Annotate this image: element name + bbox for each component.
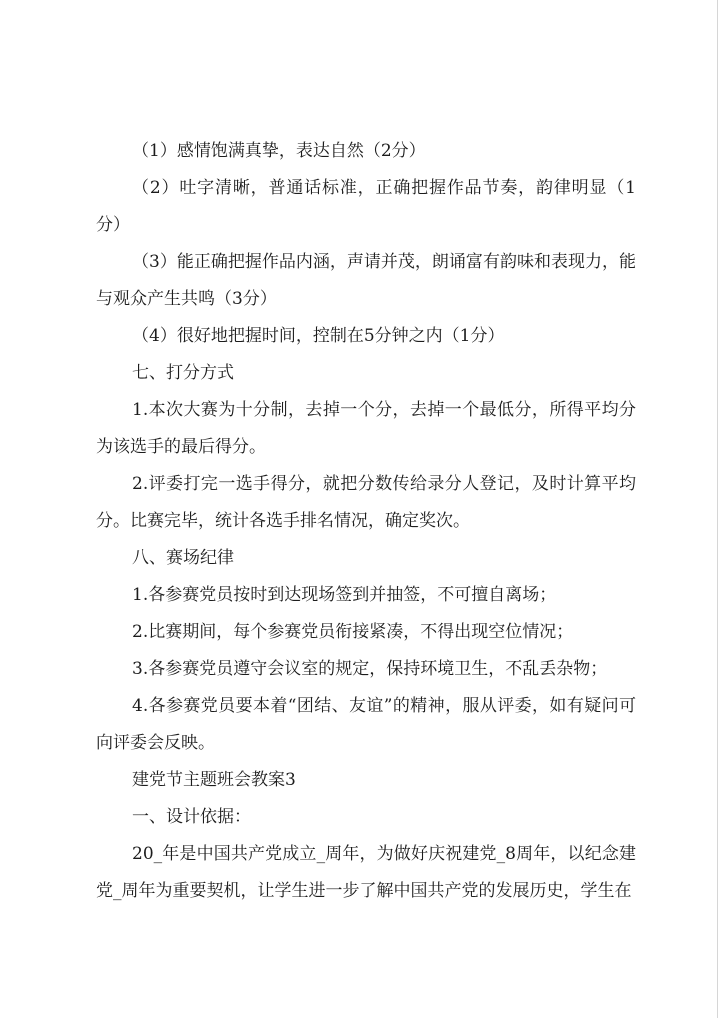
paragraph-design-basis: 20_年是中国共产党成立_周年，为做好庆祝建党_8周年，以纪念建党_周年为重要契机，让学生进一步了解中国共产党的发展历史，学生在	[96, 844, 636, 901]
paragraph-discipline-4: 4.各参赛党员要本着“团结、友谊”的精神，服从评委，如有疑问可向评委会反映。	[96, 696, 636, 753]
paragraph-scoring-1: 1.本次大赛为十分制，去掉一个分，去掉一个最低分，所得平均分为该选手的最后得分。	[96, 400, 636, 457]
document-body	[96, 133, 636, 910]
paragraph-discipline-2: 2.比赛期间，每个参赛党员衔接紧凑，不得出现空位情况；	[132, 622, 574, 642]
section-heading-scoring: 七、打分方式	[132, 363, 234, 383]
paragraph-criterion-4: （4）很好地把握时间，控制在5分钟之内（1分）	[132, 326, 505, 346]
paragraph-discipline-1: 1.各参赛党员按时到达现场签到并抽签，不可擅自离场；	[132, 585, 557, 605]
page-edge-divider	[717, 0, 718, 1018]
section-heading-design-basis: 一、设计依据：	[132, 807, 251, 827]
paragraph-scoring-2: 2.评委打完一选手得分，就把分数传给录分人登记，及时计算平均分。比赛完毕，统计各选手排名情况，确定奖次。	[96, 474, 636, 531]
paragraph-criterion-3: （3）能正确把握作品内涵，声请并茂，朗诵富有韵味和表现力，能与观众产生共鸣（3分）	[96, 252, 636, 309]
paragraph-criterion-1: （1）感情饱满真挚，表达自然（2分）	[132, 141, 426, 161]
paragraph-discipline-3: 3.各参赛党员遵守会议室的规定，保持环境卫生，不乱丢杂物；	[132, 659, 608, 679]
paragraph-criterion-2: （2）吐字清晰，普通话标准，正确把握作品节奏，韵律明显（1分）	[96, 178, 636, 235]
section-heading-discipline: 八、赛场纪律	[132, 548, 234, 568]
lesson-plan-title: 建党节主题班会教案3	[132, 770, 296, 790]
